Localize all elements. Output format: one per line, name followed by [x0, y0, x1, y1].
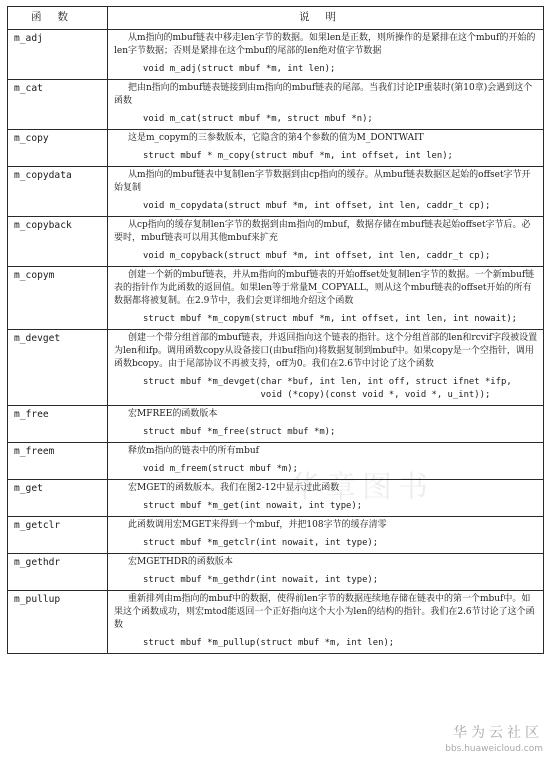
table-row — [8, 406, 544, 443]
function-name: m_freem — [8, 443, 108, 480]
function-signature: void m_copydata(struct mbuf *m, int offset, int len, caddr_t cp); — [143, 201, 491, 211]
description-text: 创建一个带分组首部的mbuf链表，并返回指向这个链表的指针。这个分组首部的len和rcvif字段被设置为len和ifp。调用函数copy从设备接口(由buf指向)将数据复制到mbuf中。如果copy是一个空指针，调用函数bcopy。由于尾部协议不再被支持，off为0。我们在2.6节中讨论了这个函数 — [114, 333, 538, 369]
function-description-cell — [108, 517, 544, 554]
function-description-cell — [108, 591, 544, 654]
function-signature: struct mbuf *m_free(struct mbuf *m); — [143, 427, 336, 437]
function-description-cell — [108, 130, 544, 167]
function-signature: struct mbuf *m_getclr(int nowait, int type); — [143, 538, 379, 548]
description-text: 释放m指向的链表中的所有mbuf — [128, 446, 259, 456]
function-signature: struct mbuf *m_gethdr(int nowait, int type); — [143, 575, 379, 585]
description-text: 创建一个新的mbuf链表，并从m指向的mbuf链表的开始offset处复制len字节的数据。一个新mbuf链表的指针作为此函数的返回值。如果len等于常量M_COPYALL，则从这个mbuf链表的offset开始的所有数据都将被复制。在2.9节中，我们会更详细地介绍这个函数 — [114, 270, 535, 306]
function-signature: struct mbuf * m_copy(struct mbuf *m, int offset, int len); — [143, 151, 453, 161]
function-signature: void m_cat(struct mbuf *m, struct mbuf *n); — [143, 114, 373, 124]
site-watermark — [445, 722, 543, 754]
description-text: 这是m_copym的三参数版本，它隐含的第4个参数的值为M_DONTWAIT — [128, 133, 424, 143]
description-text: 重新排列由m指向的mbuf中的数据，使得前len字节的数据连续地存储在链表中的第一个mbuf中。如果这个函数成功，则宏mtod能返回一个正好指向这个大小为len的结构的指针。我们在2.6节讨论了这个函数 — [114, 594, 535, 630]
function-name: m_adj — [8, 30, 108, 80]
function-name: m_cat — [8, 80, 108, 130]
function-signature: struct mbuf *m_copym(struct mbuf *m, int offset, int len, int nowait); — [143, 314, 518, 324]
table-row — [8, 80, 544, 130]
description-text: 从m指向的mbuf链表中移走len字节的数据。如果len是正数，则所操作的是紧排在这个mbuf的开始的len字节数据；否则是紧排在这个mbuf的尾部的len绝对值字节数据 — [114, 33, 536, 56]
function-signature: struct mbuf *m_devget(char *buf, int len, int off, struct ifnet *ifp, void (*copy)(const void *, void *, u_int)); — [143, 377, 512, 400]
function-signature: void m_adj(struct mbuf *m, int len); — [143, 64, 336, 74]
ghost-watermark: 华章图书 — [290, 470, 434, 505]
description-text: 宏MGETHDR的函数版本 — [128, 557, 233, 567]
description-text: 此函数调用宏MGET来得到一个mbuf，并把108字节的缓存清零 — [128, 520, 387, 530]
table-header-row — [8, 7, 544, 30]
watermark-brand: 华为云社区 — [453, 725, 543, 741]
function-name: m_copy — [8, 130, 108, 167]
function-signature: void m_copyback(struct mbuf *m, int offset, int len, caddr_t cp); — [143, 251, 491, 261]
function-name: m_copyback — [8, 217, 108, 267]
function-description-cell — [108, 406, 544, 443]
function-name: m_copydata — [8, 167, 108, 217]
description-text: 从m指向的mbuf链表中复制len字节数据到由cp指向的缓存。从mbuf链表数据区起始的offset字节开始复制 — [114, 170, 531, 193]
table-row — [8, 443, 544, 480]
function-name: m_gethdr — [8, 554, 108, 591]
table-row — [8, 267, 544, 330]
function-description-cell — [108, 80, 544, 130]
table-row — [8, 480, 544, 517]
table-row — [8, 130, 544, 167]
description-text: 从cp指向的缓存复制len字节的数据到由m指向的mbuf，数据存储在mbuf链表起始offset字节后。必要时，mbuf链表可以用其他mbuf来扩充 — [114, 220, 531, 243]
table-row — [8, 167, 544, 217]
function-name: m_pullup — [8, 591, 108, 654]
function-name: m_getclr — [8, 517, 108, 554]
function-description-cell — [108, 267, 544, 330]
function-name: m_free — [8, 406, 108, 443]
table-row — [8, 554, 544, 591]
table-row — [8, 217, 544, 267]
function-name: m_devget — [8, 330, 108, 406]
function-description-cell — [108, 30, 544, 80]
description-text: 宏MFREE的函数版本 — [128, 409, 218, 419]
table-row — [8, 517, 544, 554]
table-row — [8, 591, 544, 654]
function-name: m_get — [8, 480, 108, 517]
function-description-cell — [108, 554, 544, 591]
header-description: 说明 — [108, 7, 544, 30]
table-body — [8, 30, 544, 654]
function-description-cell — [108, 217, 544, 267]
function-table — [7, 6, 544, 654]
description-text: 宏MGET的函数版本。我们在图2-12中显示过此函数 — [128, 483, 340, 493]
watermark-url: bbs.huaweicloud.com — [445, 744, 543, 754]
description-text: 把由n指向的mbuf链表链接到由m指向的mbuf链表的尾部。当我们讨论IP重装时(第10章)会遇到这个函数 — [114, 83, 533, 106]
function-name: m_copym — [8, 267, 108, 330]
function-signature: struct mbuf *m_pullup(struct mbuf *m, int len); — [143, 638, 395, 648]
table-row — [8, 330, 544, 406]
function-signature: struct mbuf *m_get(int nowait, int type); — [143, 501, 363, 511]
function-description-cell — [108, 167, 544, 217]
header-function: 函数 — [8, 7, 108, 30]
table-row — [8, 30, 544, 80]
function-signature: void m_freem(struct mbuf *m); — [143, 464, 298, 474]
function-description-cell — [108, 330, 544, 406]
